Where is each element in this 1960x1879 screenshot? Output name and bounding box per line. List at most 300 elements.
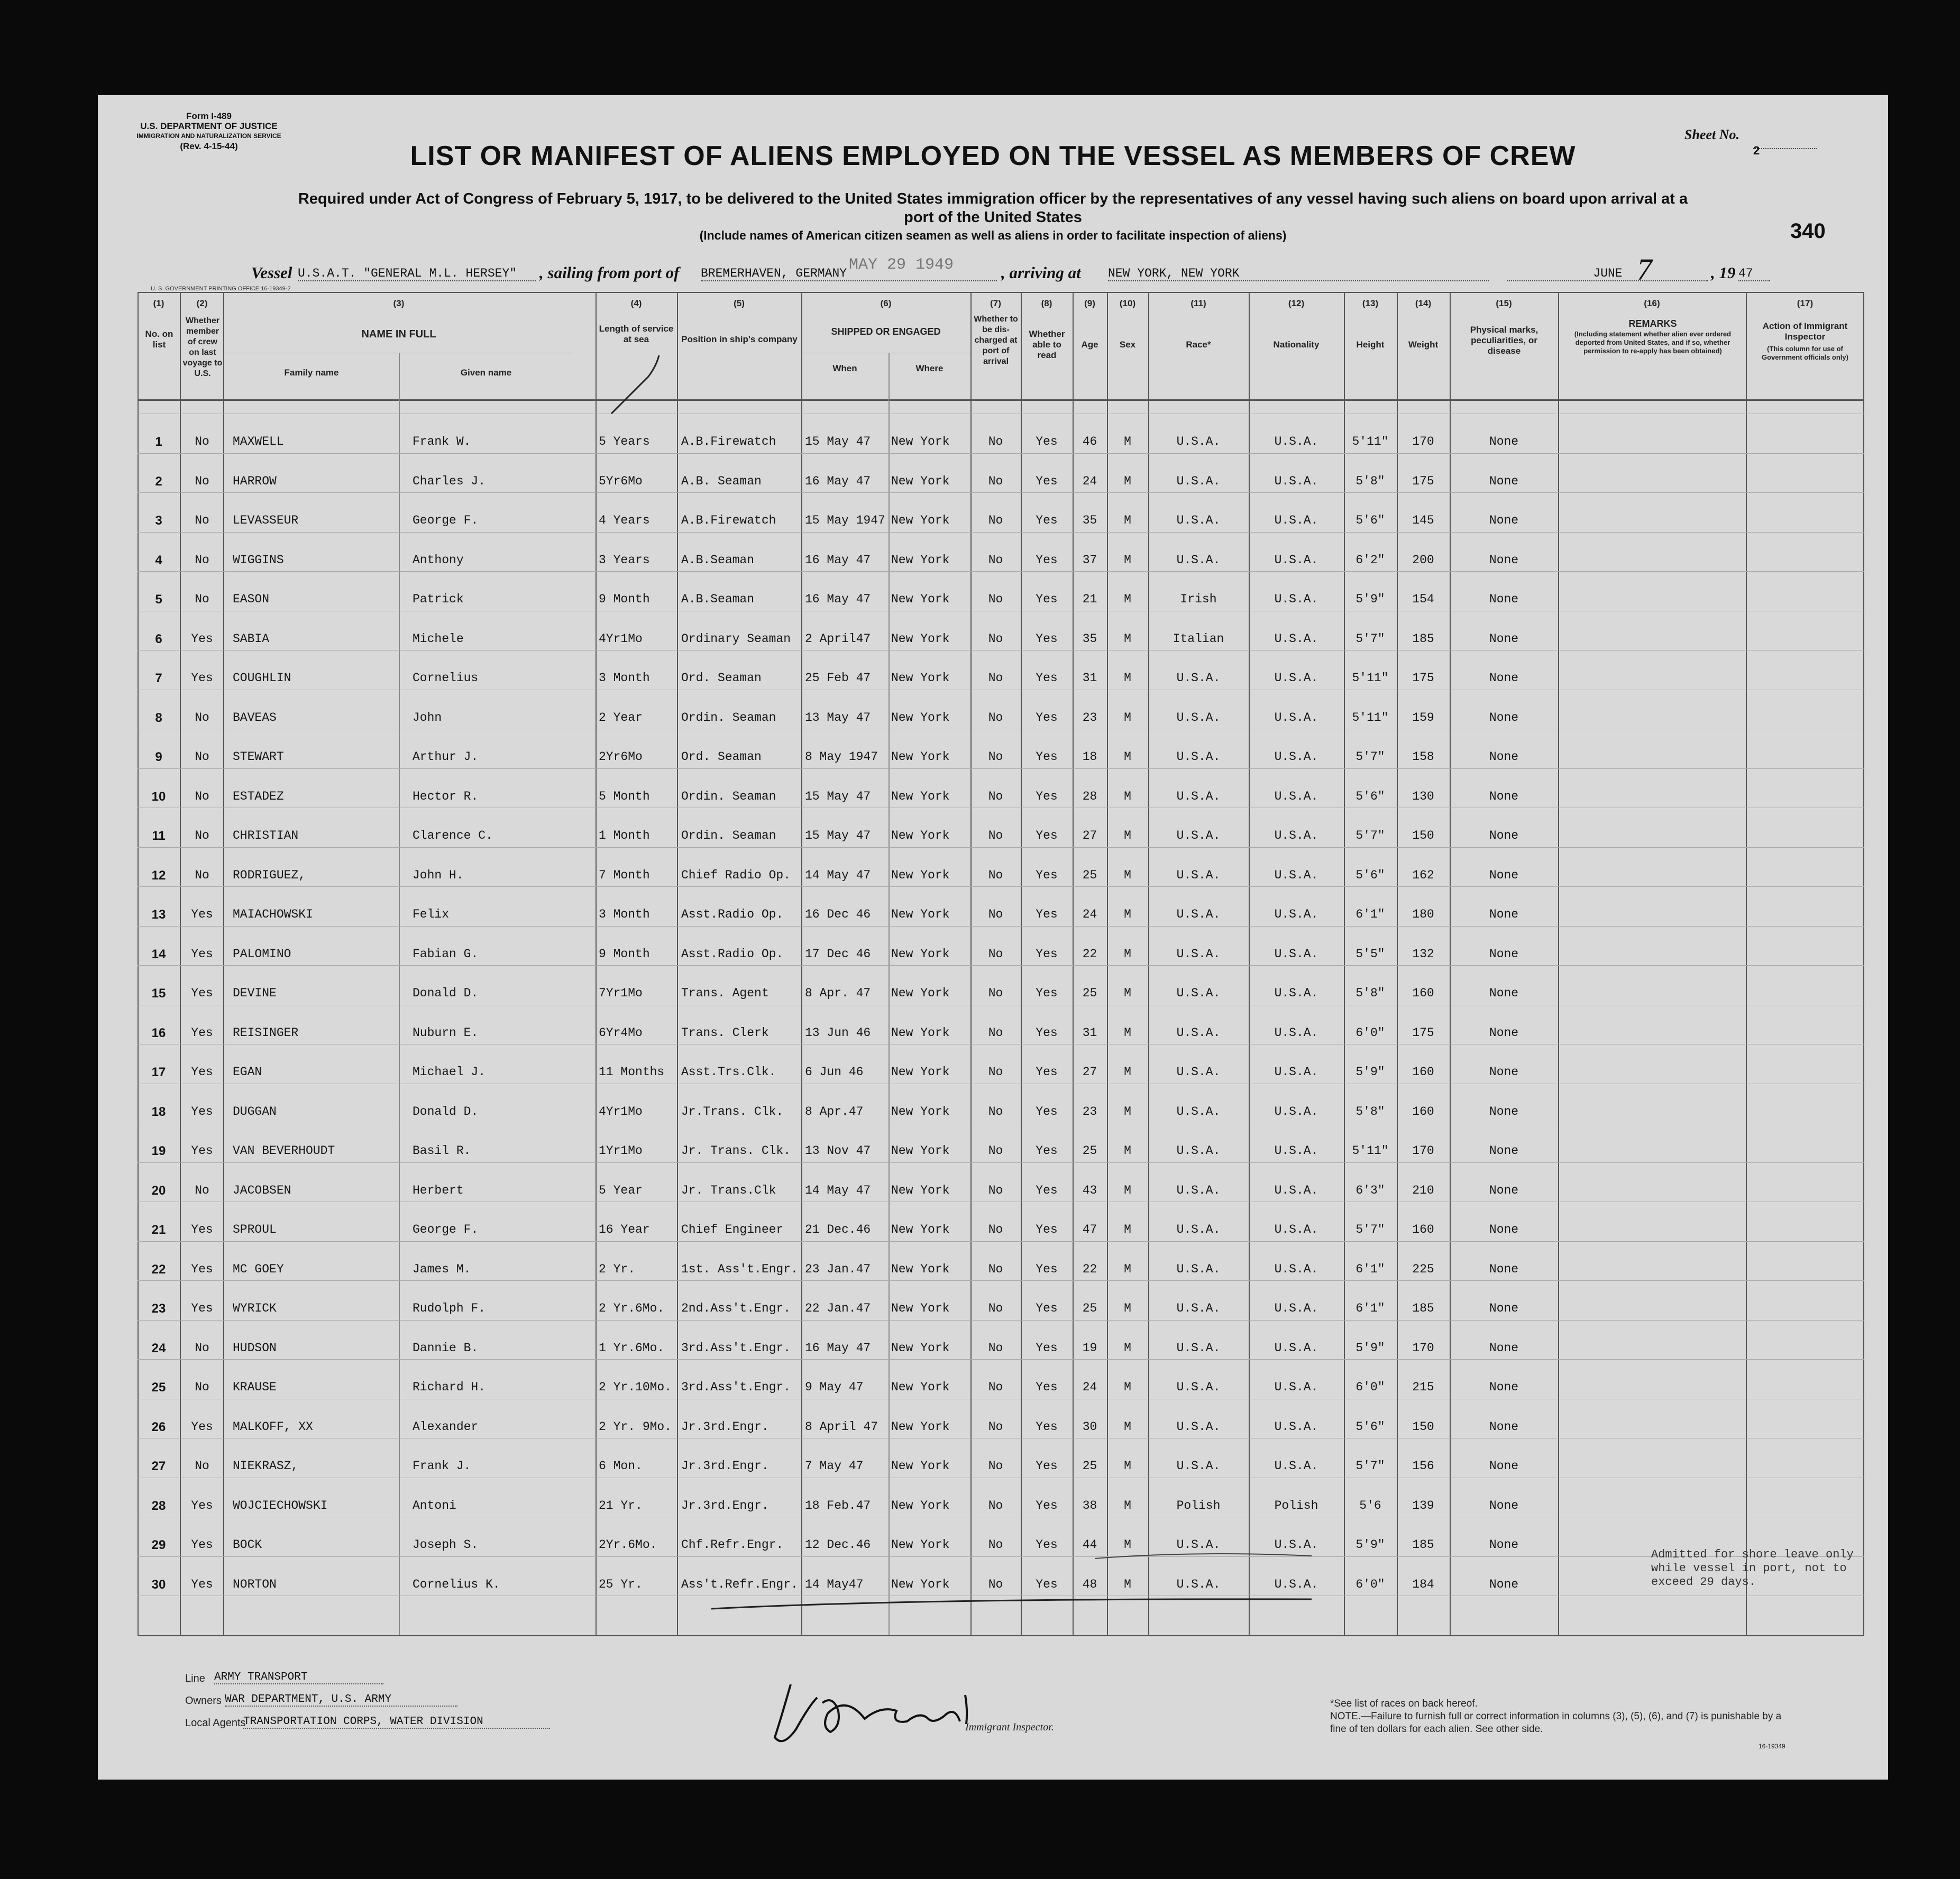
cell-age: 25 xyxy=(1082,868,1097,882)
cell-when: 6 Jun 46 xyxy=(805,1065,864,1079)
cell-age: 37 xyxy=(1082,553,1097,567)
cell-disch: No xyxy=(988,1459,1003,1473)
cell-race: U.S.A. xyxy=(1176,986,1221,1000)
cell-read: Yes xyxy=(1036,1420,1058,1434)
cell-race: Polish xyxy=(1176,1499,1221,1513)
cell-when: 16 May 47 xyxy=(805,1341,871,1355)
cell-member: No xyxy=(195,1184,209,1197)
header-bottom-border xyxy=(138,399,1864,401)
cell-position: Ass't.Refr.Engr. xyxy=(681,1578,798,1591)
cell-phys: None xyxy=(1489,986,1519,1000)
cell-race: U.S.A. xyxy=(1176,711,1221,725)
cell-member: Yes xyxy=(191,1105,213,1119)
cell-family: MAIACHOWSKI xyxy=(233,908,313,921)
col-num-16: (16) xyxy=(1644,298,1660,308)
cell-nat: U.S.A. xyxy=(1274,435,1318,448)
year-label: , 19 xyxy=(1711,263,1736,282)
cell-position: Jr.3rd.Engr. xyxy=(681,1459,769,1473)
cell-where: New York xyxy=(891,514,950,527)
cell-read: Yes xyxy=(1036,868,1058,882)
cell-given: Cornelius xyxy=(413,671,479,685)
cell-no: 20 xyxy=(151,1184,166,1198)
cell-weight: 200 xyxy=(1412,553,1434,567)
cell-position: Ordin. Seaman xyxy=(681,711,776,725)
cell-read: Yes xyxy=(1036,1065,1058,1079)
cell-family: EASON xyxy=(233,592,270,606)
cell-given: Frank J. xyxy=(413,1459,471,1473)
cell-family: DEVINE xyxy=(233,986,277,1000)
cell-when: 2 April47 xyxy=(805,632,871,646)
header-action: Action of Immigrant Inspector xyxy=(1762,321,1848,342)
cell-given: Fabian G. xyxy=(413,947,479,961)
cell-weight: 132 xyxy=(1412,947,1434,961)
cell-age: 24 xyxy=(1082,908,1097,921)
cell-where: New York xyxy=(891,947,950,961)
cell-no: 30 xyxy=(151,1578,166,1592)
cell-height: 5'6" xyxy=(1355,514,1385,527)
cell-given: Nuburn E. xyxy=(413,1026,479,1040)
cell-where: New York xyxy=(891,829,950,842)
col-num-11: (11) xyxy=(1190,298,1206,308)
manifest-title: LIST OR MANIFEST OF ALIENS EMPLOYED ON THE VESSEL AS MEMBERS OF CREW xyxy=(410,141,1576,171)
row-rule xyxy=(138,1320,1864,1321)
sailing-port: BREMERHAVEN, GERMANY xyxy=(701,267,997,281)
cell-nat: U.S.A. xyxy=(1274,790,1318,803)
cell-when: 22 Jan.47 xyxy=(805,1301,871,1315)
cell-nat: U.S.A. xyxy=(1274,474,1318,488)
cell-weight: 180 xyxy=(1412,908,1434,921)
col-line xyxy=(223,292,224,1635)
cell-when: 14 May47 xyxy=(805,1578,864,1591)
row-rule xyxy=(138,965,1864,966)
subtitle-instructions: (Include names of American citizen seamen as well as aliens in order to facilitate inspection of aliens) xyxy=(699,228,1287,242)
cell-no: 24 xyxy=(151,1341,166,1355)
cell-weight: 210 xyxy=(1412,1184,1434,1197)
cell-length: 9 Month xyxy=(599,592,650,606)
cell-read: Yes xyxy=(1036,1223,1058,1236)
cell-read: Yes xyxy=(1036,435,1058,448)
cell-family: NIEKRASZ, xyxy=(233,1459,299,1473)
cell-where: New York xyxy=(891,1499,950,1513)
cell-where: New York xyxy=(891,1341,950,1355)
cell-length: 2 Year xyxy=(599,711,643,725)
cell-when: 13 Nov 47 xyxy=(805,1144,871,1158)
cell-age: 23 xyxy=(1082,711,1097,725)
cell-member: Yes xyxy=(191,1223,213,1236)
cell-where: New York xyxy=(891,1459,950,1473)
vessel-name: U.S.A.T. "GENERAL M.L. HERSEY" xyxy=(298,267,536,281)
cell-height: 5'9" xyxy=(1355,1341,1385,1355)
cell-where: New York xyxy=(891,435,950,448)
header-height: Height xyxy=(1356,340,1385,350)
cell-phys: None xyxy=(1489,750,1519,764)
row-rule xyxy=(138,1241,1864,1242)
cell-when: 18 Feb.47 xyxy=(805,1499,871,1513)
cell-sex: M xyxy=(1124,1499,1131,1513)
cell-weight: 170 xyxy=(1412,1144,1434,1158)
cell-age: 19 xyxy=(1082,1341,1097,1355)
col-line xyxy=(1148,292,1149,1635)
cell-when: 16 May 47 xyxy=(805,592,871,606)
cell-phys: None xyxy=(1489,1499,1519,1513)
cell-when: 16 Dec 46 xyxy=(805,908,871,921)
cell-weight: 175 xyxy=(1412,474,1434,488)
col-num-17: (17) xyxy=(1797,298,1814,308)
cell-sex: M xyxy=(1124,868,1131,882)
header-position: Position in ship's company xyxy=(681,334,798,344)
cell-family: HARROW xyxy=(233,474,277,488)
cell-sex: M xyxy=(1124,435,1131,448)
vessel-label: Vessel xyxy=(251,263,292,282)
cell-phys: None xyxy=(1489,1301,1519,1315)
cell-sex: M xyxy=(1124,1420,1131,1434)
cell-family: SABIA xyxy=(233,632,270,646)
races-note: *See list of races on back hereof. xyxy=(1330,1698,1478,1709)
col-line xyxy=(801,292,802,1635)
cell-member: Yes xyxy=(191,1026,213,1040)
form-revision: (Rev. 4-15-44) xyxy=(180,141,238,151)
cell-nat: U.S.A. xyxy=(1274,986,1318,1000)
cell-member: Yes xyxy=(191,1538,213,1552)
cell-position: Asst.Radio Op. xyxy=(681,908,784,921)
header-shipped: SHIPPED OR ENGAGED xyxy=(831,326,941,337)
cell-nat: U.S.A. xyxy=(1274,632,1318,646)
cell-phys: None xyxy=(1489,711,1519,725)
check-mark xyxy=(596,292,680,429)
sheet-label: Sheet No. xyxy=(1684,127,1739,142)
cell-phys: None xyxy=(1489,790,1519,803)
cell-no: 6 xyxy=(155,632,162,646)
cell-height: 6'0" xyxy=(1355,1026,1385,1040)
cell-length: 6 Mon. xyxy=(599,1459,643,1473)
cell-no: 23 xyxy=(151,1301,166,1316)
cell-where: New York xyxy=(891,1105,950,1119)
cell-age: 25 xyxy=(1082,1459,1097,1473)
cell-age: 22 xyxy=(1082,947,1097,961)
cell-given: Clarence C. xyxy=(413,829,493,842)
col-line xyxy=(1397,292,1398,1635)
cell-position: 3rd.Ass't.Engr. xyxy=(681,1341,791,1355)
cell-given: Cornelius K. xyxy=(413,1578,500,1591)
cell-member: Yes xyxy=(191,908,213,921)
cell-race: U.S.A. xyxy=(1176,790,1221,803)
cell-position: Jr.Trans. Clk. xyxy=(681,1105,784,1119)
cell-height: 6'0" xyxy=(1355,1380,1385,1394)
cell-sex: M xyxy=(1124,474,1131,488)
cell-sex: M xyxy=(1124,790,1131,803)
cell-given: Arthur J. xyxy=(413,750,479,764)
cell-length: 4Yr1Mo xyxy=(599,632,643,646)
cell-when: 15 May 47 xyxy=(805,435,871,448)
col-num-7: (7) xyxy=(990,298,1001,308)
agents-label: Local Agents xyxy=(185,1717,246,1729)
cell-given: Rudolph F. xyxy=(413,1301,486,1315)
arrival-port: NEW YORK, NEW YORK xyxy=(1108,267,1489,281)
col-num-1: (1) xyxy=(153,298,164,308)
cell-family: MAXWELL xyxy=(233,435,284,448)
cell-race: U.S.A. xyxy=(1176,1380,1221,1394)
cell-length: 1 Month xyxy=(599,829,650,842)
cell-age: 22 xyxy=(1082,1262,1097,1276)
cell-phys: None xyxy=(1489,553,1519,567)
cell-family: BAVEAS xyxy=(233,711,277,725)
cell-race: Irish xyxy=(1180,592,1217,606)
cell-member: Yes xyxy=(191,1262,213,1276)
cell-age: 35 xyxy=(1082,514,1097,527)
cell-phys: None xyxy=(1489,1262,1519,1276)
cell-phys: None xyxy=(1489,435,1519,448)
manifest-sheet xyxy=(98,95,1888,1780)
cell-no: 16 xyxy=(151,1026,166,1040)
cell-height: 5'9" xyxy=(1355,592,1385,606)
cell-length: 2Yr6Mo xyxy=(599,750,643,764)
form-department: U.S. DEPARTMENT OF JUSTICE xyxy=(140,121,278,131)
cell-position: Ord. Seaman xyxy=(681,671,762,685)
cell-phys: None xyxy=(1489,1105,1519,1119)
cell-disch: No xyxy=(988,1144,1003,1158)
cell-sex: M xyxy=(1124,1105,1131,1119)
row-rule xyxy=(138,1280,1864,1281)
cell-family: SPROUL xyxy=(233,1223,277,1236)
cell-where: New York xyxy=(891,632,950,646)
cell-given: James M. xyxy=(413,1262,471,1276)
cell-disch: No xyxy=(988,553,1003,567)
cell-height: 6'1" xyxy=(1355,1262,1385,1276)
cell-family: REISINGER xyxy=(233,1026,299,1040)
cell-position: A.B.Seaman xyxy=(681,553,755,567)
cell-read: Yes xyxy=(1036,632,1058,646)
col-line xyxy=(596,292,597,1635)
cell-when: 13 Jun 46 xyxy=(805,1026,871,1040)
cell-sex: M xyxy=(1124,947,1131,961)
cell-race: U.S.A. xyxy=(1176,1578,1221,1591)
cell-sex: M xyxy=(1124,1262,1131,1276)
cell-given: Felix xyxy=(413,908,450,921)
cell-read: Yes xyxy=(1036,947,1058,961)
header-name-in-full: NAME IN FULL xyxy=(361,328,436,340)
col-line xyxy=(1073,292,1074,1635)
cell-sex: M xyxy=(1124,632,1131,646)
cell-height: 5'11" xyxy=(1352,671,1389,685)
cell-length: 2 Yr. xyxy=(599,1262,636,1276)
row-rule xyxy=(138,926,1864,927)
cell-disch: No xyxy=(988,1065,1003,1079)
cell-phys: None xyxy=(1489,514,1519,527)
cell-given: Dannie B. xyxy=(413,1341,479,1355)
cell-height: 6'3" xyxy=(1355,1184,1385,1197)
cell-no: 27 xyxy=(151,1459,166,1473)
row-rule xyxy=(138,492,1864,493)
cell-disch: No xyxy=(988,474,1003,488)
cell-when: 16 May 47 xyxy=(805,553,871,567)
row-rule xyxy=(138,1359,1864,1360)
cell-member: No xyxy=(195,514,209,527)
cell-phys: None xyxy=(1489,1184,1519,1197)
cell-weight: 145 xyxy=(1412,514,1434,527)
voyage-line xyxy=(251,252,1838,287)
cell-given: George F. xyxy=(413,514,479,527)
cell-given: Michele xyxy=(413,632,464,646)
cell-length: 5 Month xyxy=(599,790,650,803)
inspector-label: Immigrant Inspector. xyxy=(965,1721,1054,1733)
cell-sex: M xyxy=(1124,1065,1131,1079)
col-line xyxy=(970,292,972,1635)
cell-phys: None xyxy=(1489,868,1519,882)
cell-height: 5'7" xyxy=(1355,1459,1385,1473)
form-service: IMMIGRATION AND NATURALIZATION SERVICE xyxy=(136,132,281,140)
cell-nat: U.S.A. xyxy=(1274,1105,1318,1119)
header-when: When xyxy=(832,363,857,373)
cell-phys: None xyxy=(1489,1538,1519,1552)
cell-disch: No xyxy=(988,947,1003,961)
cell-member: No xyxy=(195,790,209,803)
cell-read: Yes xyxy=(1036,790,1058,803)
cell-where: New York xyxy=(891,1184,950,1197)
cell-position: Trans. Agent xyxy=(681,986,769,1000)
cell-height: 5'8" xyxy=(1355,986,1385,1000)
cell-nat: U.S.A. xyxy=(1274,1459,1318,1473)
cell-no: 13 xyxy=(151,908,166,922)
cell-disch: No xyxy=(988,1105,1003,1119)
cell-disch: No xyxy=(988,829,1003,842)
cell-race: U.S.A. xyxy=(1176,474,1221,488)
cell-age: 24 xyxy=(1082,474,1097,488)
cell-sex: M xyxy=(1124,1026,1131,1040)
cell-read: Yes xyxy=(1036,1538,1058,1552)
cell-disch: No xyxy=(988,790,1003,803)
header-able-read: Whether able to read xyxy=(1029,329,1065,360)
cell-race: U.S.A. xyxy=(1176,553,1221,567)
cell-weight: 215 xyxy=(1412,1380,1434,1394)
cell-position: Chief Radio Op. xyxy=(681,868,791,882)
cell-member: Yes xyxy=(191,671,213,685)
cell-no: 5 xyxy=(155,592,162,607)
cell-height: 6'1" xyxy=(1355,908,1385,921)
col-num-3: (3) xyxy=(393,298,405,308)
cell-position: Asst.Radio Op. xyxy=(681,947,784,961)
cell-family: KRAUSE xyxy=(233,1380,277,1394)
cell-disch: No xyxy=(988,1026,1003,1040)
cell-length: 2 Yr.10Mo. xyxy=(599,1380,672,1394)
header-where: Where xyxy=(915,363,944,373)
cell-phys: None xyxy=(1489,1026,1519,1040)
cell-weight: 150 xyxy=(1412,1420,1434,1434)
cell-read: Yes xyxy=(1036,1262,1058,1276)
cell-given: John xyxy=(413,711,442,725)
cell-member: No xyxy=(195,474,209,488)
cell-disch: No xyxy=(988,1380,1003,1394)
cell-no: 29 xyxy=(151,1538,166,1552)
cell-family: BOCK xyxy=(233,1538,262,1552)
cell-age: 30 xyxy=(1082,1420,1097,1434)
cell-race: Italian xyxy=(1173,632,1224,646)
cell-when: 25 Feb 47 xyxy=(805,671,871,685)
cell-race: U.S.A. xyxy=(1176,1341,1221,1355)
header-no-on-list: No. on list xyxy=(145,329,173,350)
cell-disch: No xyxy=(988,1262,1003,1276)
cell-family: MALKOFF, XX xyxy=(233,1420,313,1434)
cell-nat: U.S.A. xyxy=(1274,1341,1318,1355)
cell-read: Yes xyxy=(1036,1578,1058,1591)
cell-position: Ordinary Seaman xyxy=(681,632,791,646)
cell-family: NORTON xyxy=(233,1578,277,1591)
cell-phys: None xyxy=(1489,1459,1519,1473)
cell-when: 13 May 47 xyxy=(805,711,871,725)
cell-nat: U.S.A. xyxy=(1274,750,1318,764)
col-line xyxy=(1021,292,1022,1635)
pencil-underline xyxy=(1089,1545,1317,1566)
cell-sex: M xyxy=(1124,592,1131,606)
col-line xyxy=(1107,292,1108,1635)
cell-member: Yes xyxy=(191,632,213,646)
header-nationality: Nationality xyxy=(1273,340,1320,350)
col-line xyxy=(1746,292,1747,1635)
cell-given: John H. xyxy=(413,868,464,882)
header-discharged: Whether to be dis-charged at port of arrival xyxy=(974,315,1018,366)
cell-where: New York xyxy=(891,1144,950,1158)
cell-sex: M xyxy=(1124,671,1131,685)
cell-family: MC GOEY xyxy=(233,1262,284,1276)
cell-member: Yes xyxy=(191,986,213,1000)
cell-nat: U.S.A. xyxy=(1274,1065,1318,1079)
cell-nat: U.S.A. xyxy=(1274,1420,1318,1434)
cell-nat: U.S.A. xyxy=(1274,1144,1318,1158)
cell-position: Ord. Seaman xyxy=(681,750,762,764)
cell-sex: M xyxy=(1124,553,1131,567)
cell-no: 7 xyxy=(155,671,162,685)
arrival-day: 7 xyxy=(1637,252,1652,287)
cell-sex: M xyxy=(1124,750,1131,764)
cell-where: New York xyxy=(891,711,950,725)
table-bottom-border xyxy=(138,1635,1864,1636)
col-num-12: (12) xyxy=(1288,298,1305,308)
header-length-service: Length of service at sea xyxy=(599,324,674,344)
cell-length: 1 Yr.6Mo. xyxy=(599,1341,665,1355)
cell-member: Yes xyxy=(191,1144,213,1158)
cell-height: 5'8" xyxy=(1355,474,1385,488)
cell-age: 25 xyxy=(1082,1301,1097,1315)
cell-family: LEVASSEUR xyxy=(233,514,299,527)
cell-read: Yes xyxy=(1036,829,1058,842)
cell-given: Frank W. xyxy=(413,435,471,448)
cell-weight: 170 xyxy=(1412,1341,1434,1355)
cell-weight: 130 xyxy=(1412,790,1434,803)
cell-where: New York xyxy=(891,1065,950,1079)
cell-nat: U.S.A. xyxy=(1274,1223,1318,1236)
cell-weight: 175 xyxy=(1412,1026,1434,1040)
cell-disch: No xyxy=(988,435,1003,448)
cell-length: 16 Year xyxy=(599,1223,650,1236)
cell-disch: No xyxy=(988,908,1003,921)
cell-age: 31 xyxy=(1082,1026,1097,1040)
cell-sex: M xyxy=(1124,986,1131,1000)
col-line xyxy=(1344,292,1345,1635)
cell-position: Asst.Trs.Clk. xyxy=(681,1065,776,1079)
cell-given: Alexander xyxy=(413,1420,479,1434)
cell-weight: 184 xyxy=(1412,1578,1434,1591)
cell-phys: None xyxy=(1489,947,1519,961)
cell-position: Ordin. Seaman xyxy=(681,790,776,803)
col-num-9: (9) xyxy=(1084,298,1095,308)
cell-no: 14 xyxy=(151,947,166,961)
cell-family: RODRIGUEZ, xyxy=(233,868,306,882)
col-num-15: (15) xyxy=(1496,298,1512,308)
cell-family: PALOMINO xyxy=(233,947,291,961)
cell-read: Yes xyxy=(1036,1105,1058,1119)
header-age: Age xyxy=(1081,340,1098,350)
cell-no: 15 xyxy=(151,986,166,1001)
form-code: 16-19349 xyxy=(1758,1743,1785,1750)
